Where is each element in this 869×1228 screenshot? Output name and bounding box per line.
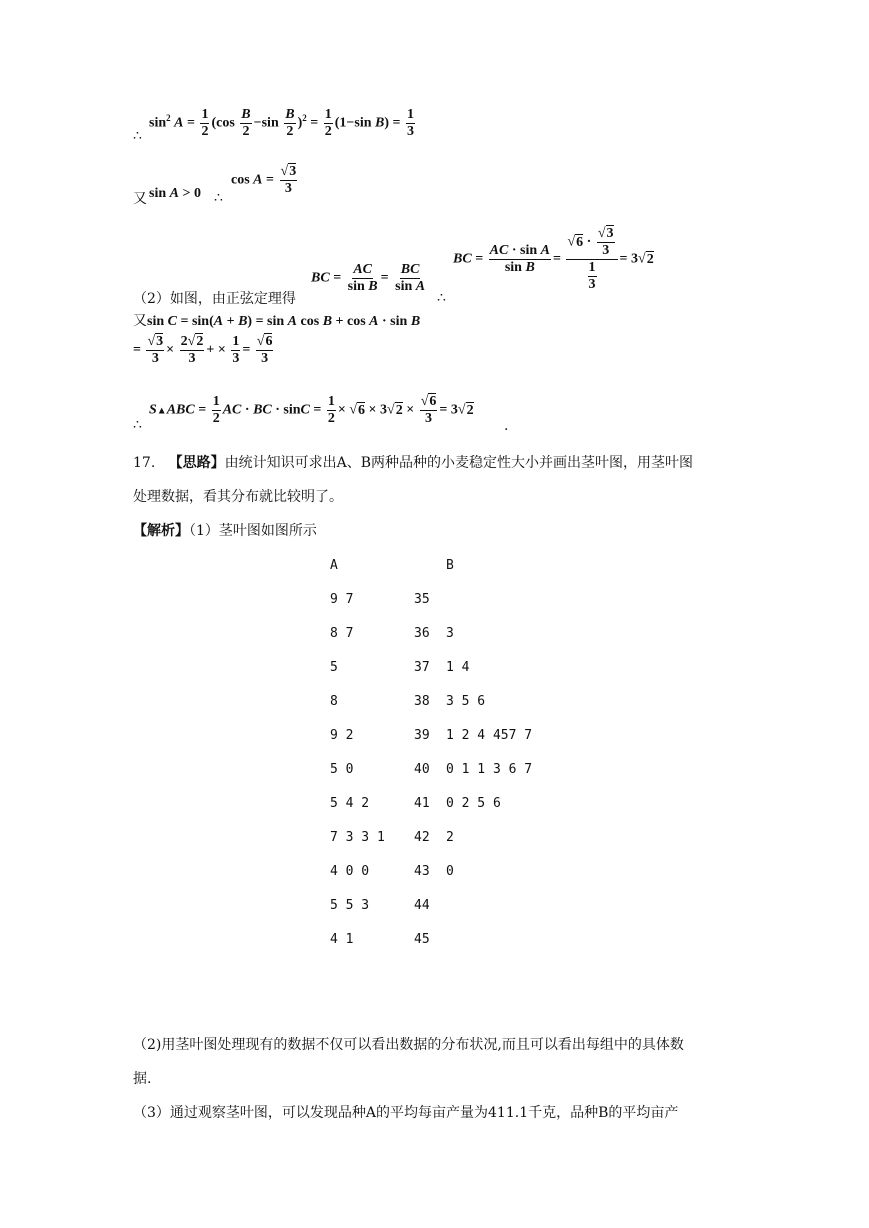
leaf-a: 8 7 bbox=[330, 626, 354, 641]
leaf-a: 8 bbox=[330, 694, 338, 709]
formula-sine-law: BC = $\frac{AC}{\text{sin B}}$ = $\frac{BC}{\text{sin A}}$ bbox=[311, 262, 426, 294]
stem: 44 bbox=[414, 898, 430, 913]
stem: 43 bbox=[414, 864, 430, 879]
therefore-symbol: ∴ bbox=[214, 190, 223, 206]
q17-number: 17. bbox=[133, 455, 156, 471]
also-label: 又 bbox=[133, 191, 147, 207]
stem: 42 bbox=[414, 830, 430, 845]
stem: 40 bbox=[414, 762, 430, 777]
therefore-symbol: ∴ bbox=[437, 290, 446, 306]
stem: 39 bbox=[414, 728, 430, 743]
solution-line bbox=[133, 514, 317, 548]
leaf-b: 3 5 6 bbox=[446, 694, 486, 709]
leaf-b: 0 1 1 3 6 7 bbox=[446, 762, 533, 777]
therefore-symbol: ∴ bbox=[133, 417, 142, 433]
part2-line1: （2)用茎叶图处理现有的数据不仅可以看出数据的分布状况,而且可以看出每组中的具体数 bbox=[133, 1037, 684, 1053]
period: . bbox=[504, 418, 509, 434]
formula-area: S▲ABC = $\frac{1}{2}$ AC · BC · sinC = $\frac{1}{2}$ × √6 × 3√2 × $\frac{√6}{3}$ = 3√2 bbox=[149, 394, 474, 426]
leaf-a: 5 5 3 bbox=[330, 898, 370, 913]
stem: 36 bbox=[414, 626, 430, 641]
leaf-a: 5 bbox=[330, 660, 338, 675]
q17-tag: 【思路】 bbox=[168, 455, 225, 471]
leaf-a: 9 2 bbox=[330, 728, 354, 743]
stem: 35 bbox=[414, 592, 430, 607]
leaf-a: 5 4 2 bbox=[330, 796, 370, 811]
q17-line2: 处理数据，看其分布就比较明了。 bbox=[133, 489, 343, 505]
leaf-b: 0 bbox=[446, 864, 454, 879]
leaf-a: 7 3 3 1 bbox=[330, 830, 385, 845]
leaf-b: 1 2 4 457 7 bbox=[446, 728, 533, 743]
formula-sin2a: $\sin^2 A$ = $\frac{1}{2}$ (cos $\frac{B}{2}$ −sin $\frac{B}{2}$ )$^2$ = $\frac{1}{2}$ (1−sin B) = $\frac{1}{3}$ bbox=[149, 107, 414, 139]
formula-sina-positive: sin A > 0 bbox=[149, 186, 201, 201]
stem: 37 bbox=[414, 660, 430, 675]
formula-bc-value: BC = $\frac{\text{AC · sin A}}{\text{sin B}}$ = √6 · $\frac{√3}{3}$ $\frac{1}{3}$ = 3√2 bbox=[453, 226, 654, 292]
leaf-a: 4 1 bbox=[330, 932, 354, 947]
formula-sinc: 又sin C = sin(A + B) = sin A cos B + cos A · sin B bbox=[133, 313, 421, 329]
header-b: B bbox=[446, 558, 454, 573]
solution-tag: 【解析】 bbox=[133, 523, 189, 539]
formula-cosa: cos A = $\frac{√3}{3}$ bbox=[231, 164, 297, 196]
stem: 45 bbox=[414, 932, 430, 947]
leaf-a: 4 0 0 bbox=[330, 864, 370, 879]
therefore-symbol: ∴ bbox=[133, 128, 142, 144]
q17-text: 由统计知识可求出A、B两种品种的小麦稳定性大小并画出茎叶图，用茎叶图 bbox=[224, 455, 694, 471]
stem: 41 bbox=[414, 796, 430, 811]
stem: 38 bbox=[414, 694, 430, 709]
leaf-a: 9 7 bbox=[330, 592, 354, 607]
leaf-b: 2 bbox=[446, 830, 454, 845]
leaf-b: 3 bbox=[446, 626, 454, 641]
part2-intro: （2）如图，由正弦定理得 bbox=[133, 291, 296, 307]
header-a: A bbox=[330, 558, 338, 573]
part3-line1: （3）通过观察茎叶图，可以发现品种A的平均每亩产量为411.1千克，品种B的平均亩产 bbox=[133, 1105, 679, 1121]
q17-line1 bbox=[133, 446, 693, 480]
leaf-b: 1 4 bbox=[446, 660, 470, 675]
part2-line2: 据. bbox=[133, 1071, 152, 1087]
leaf-b: 0 2 5 6 bbox=[446, 796, 501, 811]
solution-text: （1）茎叶图如图所示 bbox=[189, 523, 317, 539]
leaf-a: 5 0 bbox=[330, 762, 354, 777]
formula-sinc-value: = $\frac{√3}{3}$ × $\frac{2√2}{3}$ + × $\frac{1}{3}$ = $\frac{√6}{3}$ bbox=[133, 334, 273, 366]
